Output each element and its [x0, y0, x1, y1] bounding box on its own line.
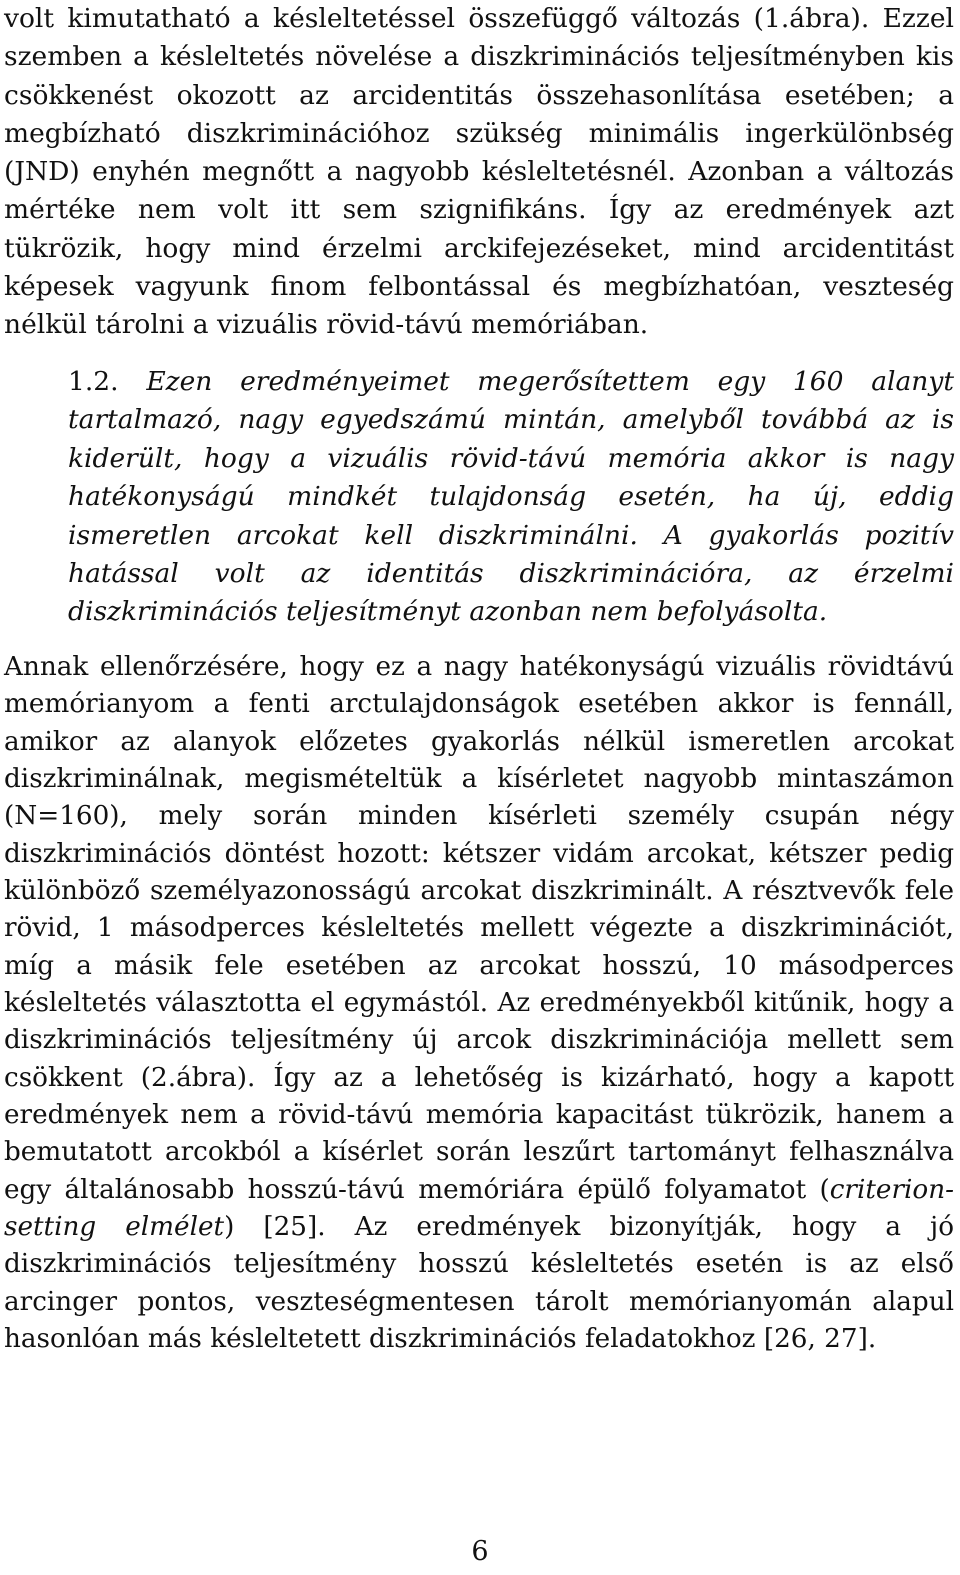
- finding-text: Ezen eredményeimet megerősítettem egy 160 alanyt tartalmazó, nagy egyedszámú mintán, amelyből továbbá az is kiderült, hogy a vizuális rövid-távú memória akkor is nagy hatékonyságú mindkét tulajdonság esetén, ha új, eddig ismeretlen arcokat kell diszkriminálni. A gyakorlás pozitív hatással volt az identitás diszkriminációra, az érzelmi diszkriminációs teljesítményt azonban nem befolyásolta.: [68, 366, 954, 628]
- paragraph-replication-text-a: Annak ellenőrzésére, hogy ez a nagy hatékonyságú vizuális rövidtávú memórianyom a fenti arctulajdonságok esetében akkor is fennáll, amikor az alanyok előzetes gyakorlás nélkül ismeretlen arcokat diszkriminálnak, megismételtük a kísérletet nagyobb mintaszámon (N=160), mely során minden kísérleti személy csupán négy diszkriminációs döntést hozott: kétszer vidám arcokat, kétszer pedig különböző személyazonosságú arcokat diszkriminált. A résztvevők fele rövid, 1 másodperces késleltetés mellett végezte a diszkriminációt, míg a másik fele esetében az arcokat hosszú, 10 másodperces késleltetés választotta el egymástól. Az eredményekből kitűnik, hogy a diszkriminációs teljesítmény új arcok diszkriminációja mellett sem csökkent (2.ábra). Így az a lehetőség is kizárható, hogy a kapott eredmények nem a rövid-távú memória kapacitást tükrözik, hanem a bemutatott arcokból a kísérlet során leszűrt tartományt felhasználva egy általánosabb hosszú-távú memóriára épülő folyamatot (: [4, 652, 954, 1205]
- criterion-setting-term: criterion-setting elmélet: [4, 1174, 954, 1242]
- paragraph-replication-text-b: ) [25]. Az eredmények bizonyítják, hogy a jó diszkriminációs teljesítmény hosszú késleltetés esetén is az első arcinger pontos, veszteségmentesen tárolt memórianyomán alapul hasonlóan más késleltetett diszkriminációs feladatokhoz [26, 27].: [4, 1211, 954, 1354]
- paragraph-results-summary: [4, 0, 954, 345]
- page-number: 6: [471, 1536, 489, 1567]
- paragraph-replication: [4, 649, 954, 1358]
- finding-statement: [68, 363, 954, 632]
- finding-number: 1.2.: [68, 366, 119, 397]
- paragraph-results-summary-text: volt kimutatható a késleltetéssel összefüggő változás (1.ábra). Ezzel szemben a késleltetés növelése a diszkriminációs teljesítményben kis csökkenést okozott az arcidentitás összehasonlítása esetében; a megbízható diszkriminációhoz szükség minimális ingerkülönbség (JND) enyhén megnőtt a nagyobb késleltetésnél. Azonban a változás mértéke nem volt itt sem szignifikáns. Így az eredmények azt tükrözik, hogy mind érzelmi arckifejezéseket, mind arcidentitást képesek vagyunk finom felbontással és megbízhatóan, veszteség nélkül tárolni a vizuális rövid-távú memóriában.: [4, 3, 954, 341]
